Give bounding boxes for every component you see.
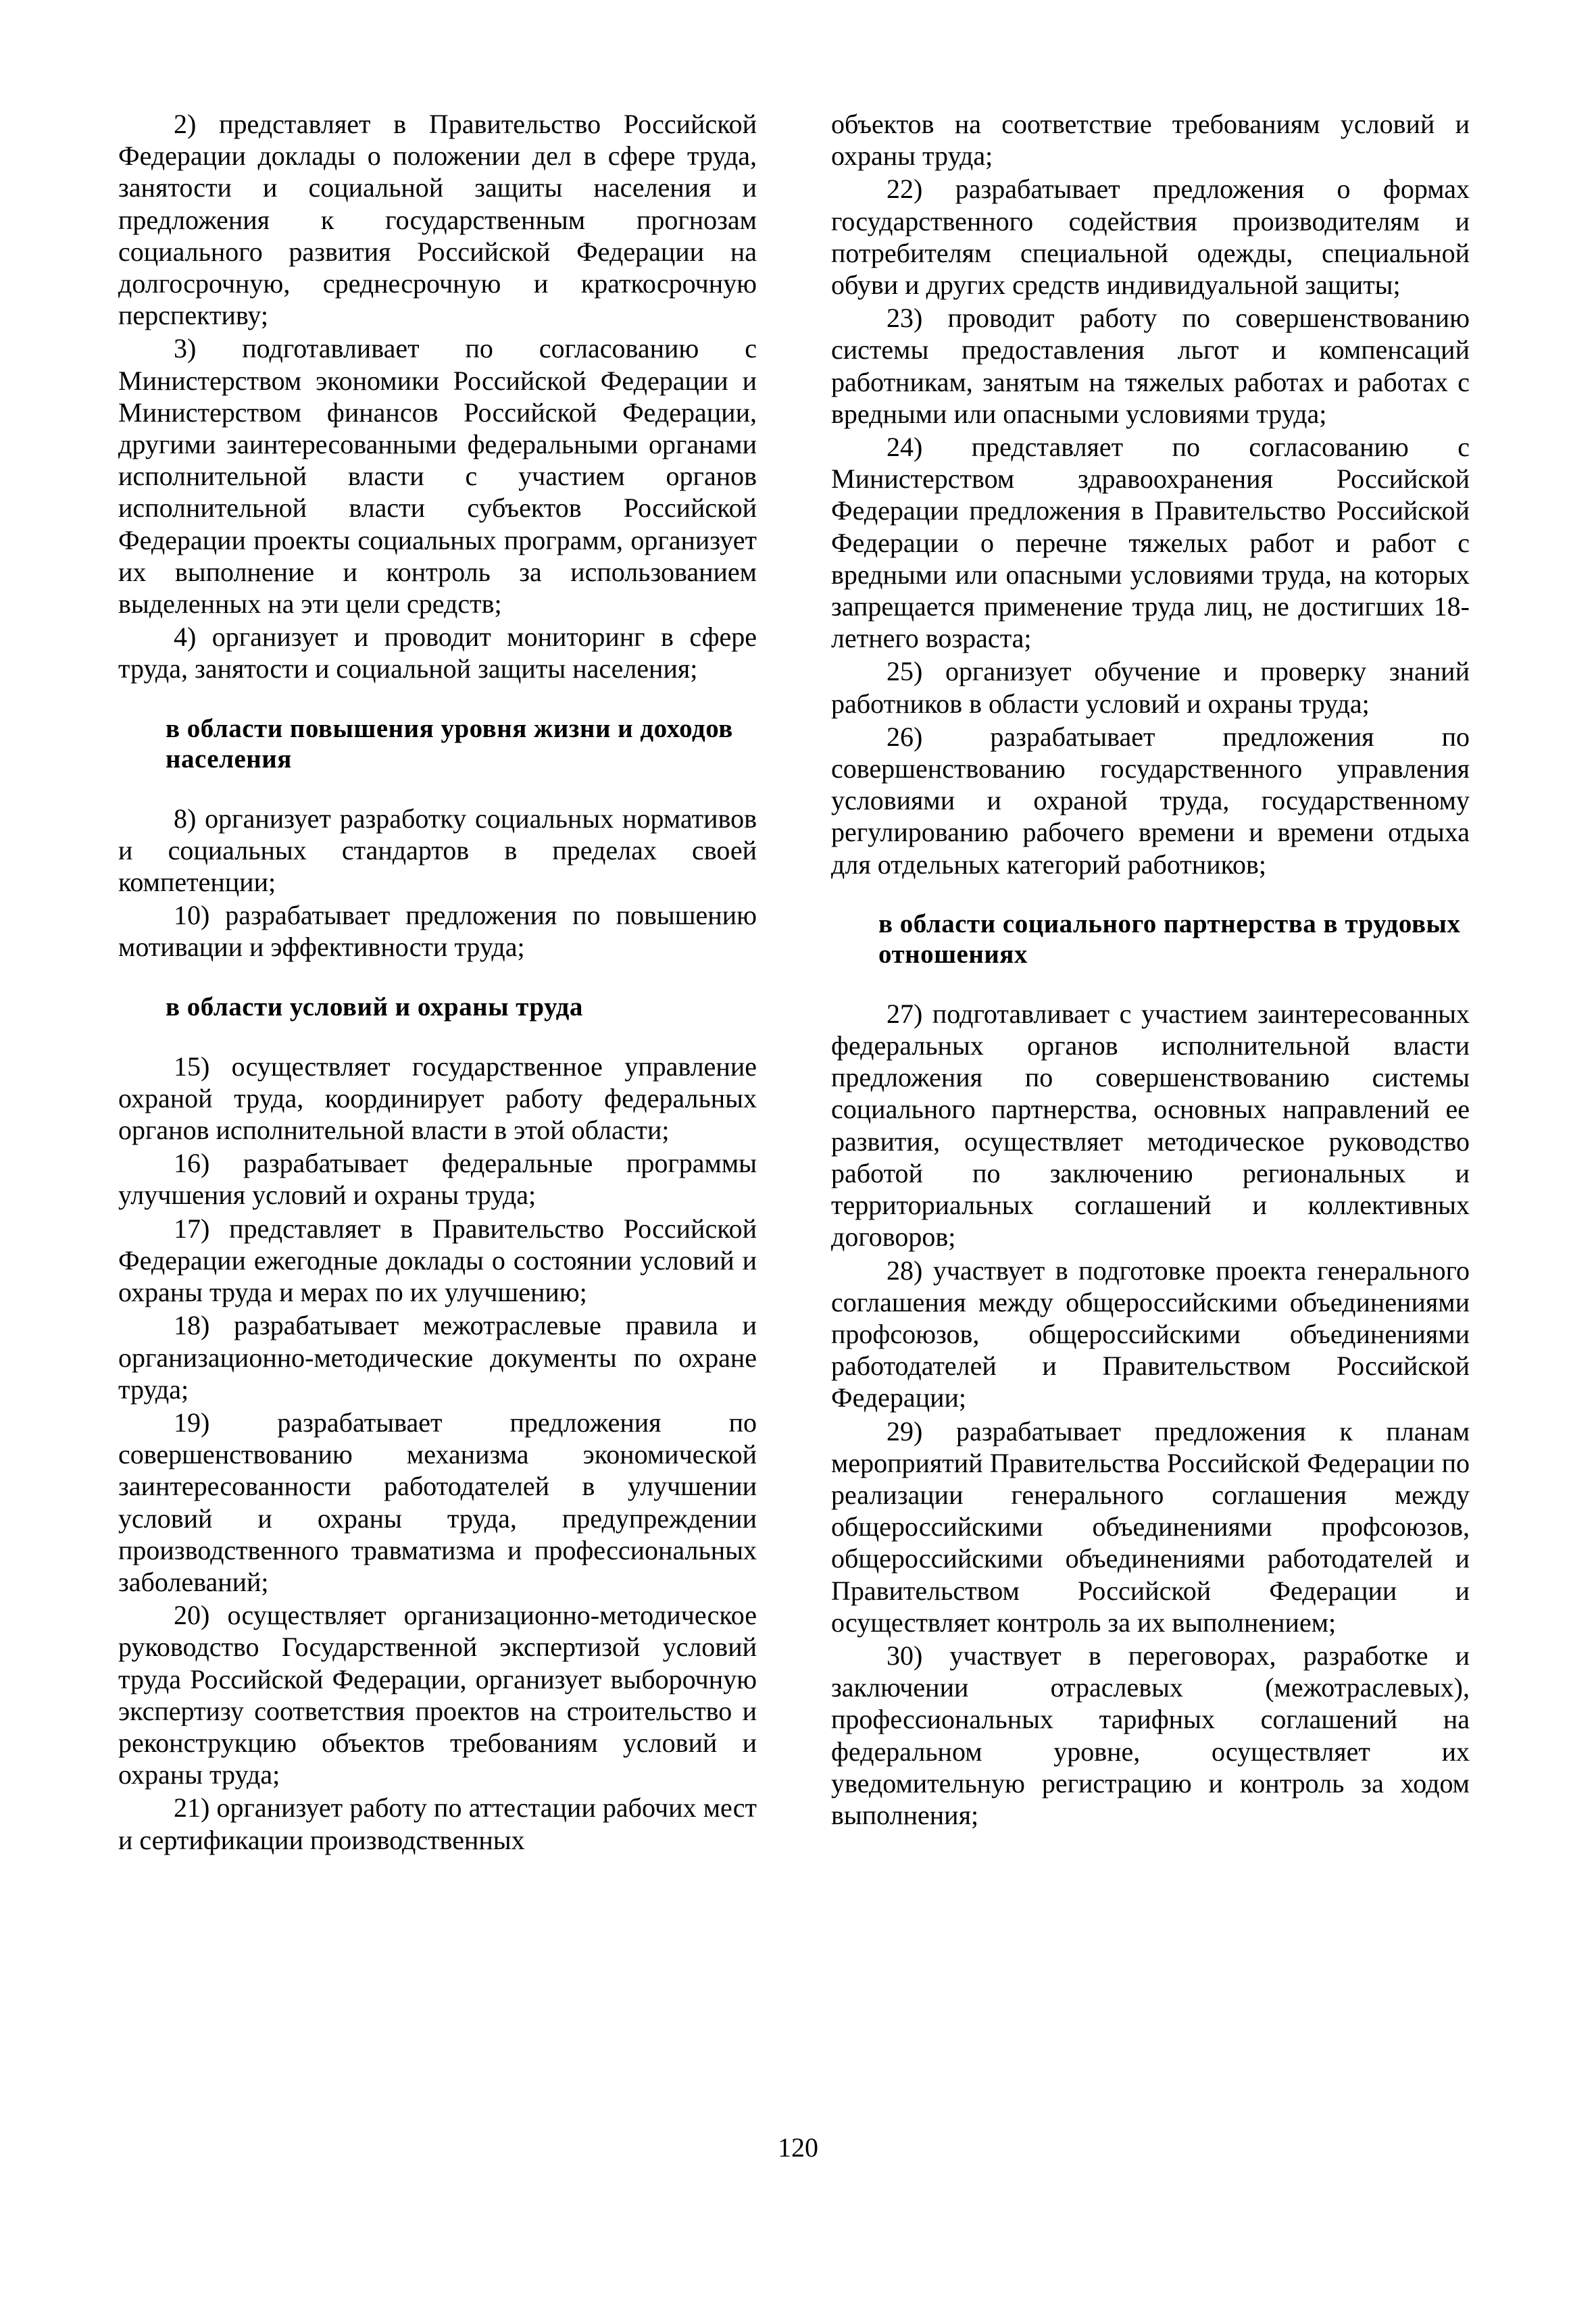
left-column — [118, 108, 757, 1857]
paragraph: 24) представляет по согласованию с Министерством здравоохранения Российской Федерации предложения в Правительство Российской Федерации о перечне тяжелых работ и работ с вредными или опасными условиями труда, на которых запрещается применение труда лиц, не достигших 18-летнего возраста; — [831, 432, 1470, 654]
paragraph: 4) организует и проводит мониторинг в сфере труда, занятости и социальной защиты населения; — [118, 622, 757, 684]
paragraph: 16) разрабатывает федеральные программы улучшения условий и охраны труда; — [118, 1148, 757, 1211]
paragraph: 15) осуществляет государственное управление охраной труда, координирует работу федеральных органов исполнительной власти в этой области; — [118, 1051, 757, 1146]
page-number: 120 — [778, 2132, 818, 2163]
paragraph: 18) разрабатывает межотраслевые правила и организационно-методические документы по охране труда; — [118, 1310, 757, 1405]
paragraph: 22) разрабатывает предложения о формах государственного содействия производителям и потребителям специальной одежды, специальной обуви и других средств индивидуальной защиты; — [831, 174, 1470, 301]
paragraph: 17) представляет в Правительство Российской Федерации ежегодные доклады о состоянии условий и охраны труда и мерах по их улучшению; — [118, 1213, 757, 1308]
paragraph: 30) участвует в переговорах, разработке и заключении отраслевых (межотраслевых), профессиональных тарифных соглашений на федеральном уровне, осуществляет их уведомительную регистрацию и контроль за ходом выполнения; — [831, 1640, 1470, 1830]
section-heading: в области повышения уровня жизни и доходов населения — [166, 713, 733, 774]
paragraph: 19) разрабатывает предложения по совершенствованию механизма экономической заинтересованности работодателей в улучшении условий и охраны труда, предупреждении производственного травматизма и профессиональных заболеваний; — [118, 1407, 757, 1597]
section-heading: в области социального партнерства в трудовых отношениях — [878, 909, 1461, 969]
section-heading: в области условий и охраны труда — [166, 992, 583, 1022]
paragraph: 21) организует работу по аттестации рабочих мест и сертификации производственных — [118, 1792, 757, 1855]
paragraph: 28) участвует в подготовке проекта генерального соглашения между общероссийскими объединениями профсоюзов, общероссийскими объединениями работодателей и Правительством Российской Федерации; — [831, 1255, 1470, 1413]
paragraph: 2) представляет в Правительство Российской Федерации доклады о положении дел в сфере труда, занятости и социальной защиты населения и предложения к государственным прогнозам социального развития Российской Федерации на долгосрочную, среднесрочную и краткосрочную перспективу; — [118, 109, 757, 331]
paragraph: 29) разрабатывает предложения к планам мероприятий Правительства Российской Федерации по реализации генерального соглашения между общероссийскими объединениями профсоюзов, общероссийскими объединениями работодателей и Правительством Российской Федерации и осуществляет контроль за их выполнением; — [831, 1415, 1470, 1638]
right-column — [831, 108, 1470, 1832]
paragraph: 23) проводит работу по совершенствованию системы предоставления льгот и компенсаций работникам, занятым на тяжелых работах и работах с вредными или опасными условиями труда; — [831, 303, 1470, 429]
paragraph: 20) осуществляет организационно-методическое руководство Государственной экспертизой условий труда Российской Федерации, организует выборочную экспертизу соответствия проектов на строительство и реконструкцию объектов требованиям условий и охраны труда; — [118, 1600, 757, 1790]
paragraph: объектов на соответствие требованиям условий и охраны труда; — [831, 109, 1470, 172]
paragraph: 3) подготавливает по согласованию с Министерством экономики Российской Федерации и Министерством финансов Российской Федерации, другими заинтересованными федеральными органами исполнительной власти с участием органов исполнительной власти субъектов Российской Федерации проекты социальных программ, организует их выполнение и контроль за использованием выделенных на эти цели средств; — [118, 333, 757, 620]
paragraph: 25) организует обучение и проверку знаний работников в области условий и охраны труда; — [831, 656, 1470, 719]
paragraph: 26) разрабатывает предложения по совершенствованию государственного управления условиями и охраной труда, государственному регулированию рабочего времени и времени отдыха для отдельных категорий работников; — [831, 721, 1470, 880]
paragraph: 8) организует разработку социальных нормативов и социальных стандартов в пределах своей компетенции; — [118, 803, 757, 898]
paragraph: 10) разрабатывает предложения по повышению мотивации и эффективности труда; — [118, 900, 757, 963]
paragraph: 27) подготавливает с участием заинтересованных федеральных органов исполнительной власти предложения по совершенствованию системы социального партнерства, основных направлений ее развития, осуществляет методическое руководство работой по заключению региональных и территориальных соглашений и коллективных договоров; — [831, 998, 1470, 1253]
